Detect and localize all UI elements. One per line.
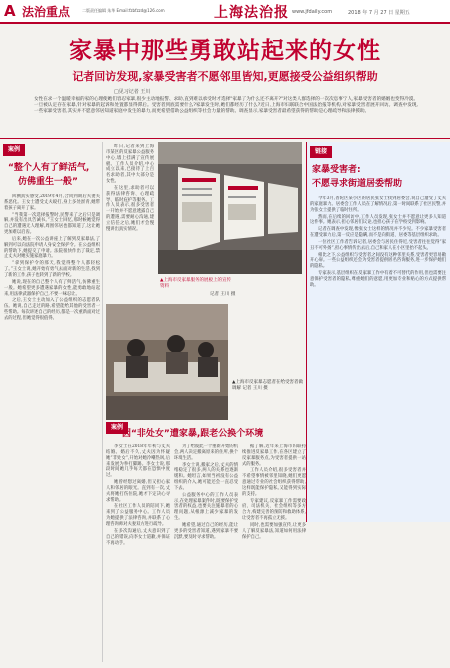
paragraph: 然而,在后续的回访中,工作人员发现,张女士并不愿意让更多人知道这件事。她表示,担心邻居们议论,也担心孩子在学校受到影响。	[310, 214, 446, 226]
bottom-column-1	[106, 444, 170, 664]
paragraph: 回溯真实感受,2019年4月,合同到期后夫妻关系恶化。王女士遭受丈夫殴打,身上多处淤青,她带着孩子离开了家。	[4, 194, 100, 211]
editors-line: 二版责任编辑 朱华 Email:fzbfzzd@126.com	[82, 8, 165, 13]
paragraph: 她说,现在的自己整个人有了鲜活气,仿佛重生一般。她希望更多遭遇家暴的女性,能勇敢地站起来,用法律武器保护自己,不要一味忍让。	[4, 279, 100, 297]
issue-date: 2018 年 7 月 27 日 星期五	[348, 10, 410, 16]
page-header	[0, 0, 450, 24]
mediation-photo-image	[106, 304, 228, 420]
paragraph: 今年3月,普陀区某小区的居民张女士找到居委会,说自己遭受了丈夫的家庭暴力。居委会工作人员在了解情况后,第一时间联系了社区民警,并为张女士提供了临时住所。	[310, 196, 446, 213]
bottom-column-3	[242, 444, 306, 664]
paragraph: 工作人员介绍,很多受害者并不希望事情被邻里知晓,她们更愿意通过专业的社会组织获得帮助,这样既能保护隐私,又能得到实际的支持。	[242, 468, 306, 497]
paragraph: “当我第一次选择报警时,民警来了之后只是调解,并没有出具告诫书。”王女士回忆,那时候她觉得自己的遭遇无人理解,周围邻居也都知道了,这让她更加难以启齿。	[4, 212, 100, 236]
photo1-credit: 记者 王川 摄	[210, 292, 236, 297]
article-subhead: 记者回访发现,家暴受害者不愿邻里皆知,更愿接受公益组织帮助	[72, 70, 378, 83]
paragraph: 李女士在2018年年初与丈夫结婚。婚后不久,丈夫因为怀疑她“非处女”,开始对她冷嘲热讽,后来发展为拳打脚踢。李女士说,那段时间她几乎每天都在恐惧中度过。	[106, 444, 170, 479]
exhibition-photo	[158, 142, 302, 274]
article-headline: 家暴中那些勇敢站起来的女性	[69, 38, 381, 64]
paragraph: 记者在调查中发现,像张女士这样的情况并不少见。不少家暴受害者在遭受暴力后,第一反应是隐瞒,而不是向街道、居委等基层组织求助。	[310, 227, 446, 239]
middle-subtitle: 因“非处女”遭家暴,跟老公换个环境	[122, 429, 264, 439]
photo1-caption: ▲上海市反家暴服务的展板上的宣传资料	[160, 278, 231, 289]
left-subtitle-line1: “整个人有了鲜活气,	[8, 163, 90, 173]
bottom-column-2	[174, 444, 238, 664]
article-byline: □见习记者 王川	[114, 89, 151, 95]
paragraph: 一位社区工作者告诉记者,居委会与居民住得近,受害者往往觉得“家丑不可外扬”,担心事情传出去后,自己和家人在小区里抬不起头。	[310, 239, 446, 251]
photo2-caption: ▲上海市反家暴志愿者在给受害者做调解 记者 王川 摄	[232, 380, 303, 391]
sidebar-title-line1: 家暴受害者:	[312, 165, 361, 175]
paragraph: 昨日,记者来到上海市某区的反家暴公益服务中心,墙上挂满了宣传展板。工作人员介绍,中心成立以来,已接待了上百名求助者,其中大部分是女性。	[106, 144, 154, 185]
paragraph: 李女士说,搬家之后,丈夫的情绪稳定了很多,两人的关系也逐渐缓和。她坦言,如果当初没有公益组织的介入,她可能还会一直忍受下去。	[174, 462, 238, 491]
exhibition-photo-image	[158, 142, 302, 274]
paragraph: 后来,她在一次公益讲座上了解到反家暴法,了解到可以向法院申请人身安全保护令。在公益组织的帮助下,她提交了申请。法院很快作出了裁定,禁止丈夫对她实施家庭暴力。	[4, 236, 100, 260]
website-url: www.jfdaily.com	[292, 9, 333, 15]
section-letter: A	[4, 2, 16, 20]
paragraph: 相比之下,公益组织与受害者之间没有这种邻里关系,受害者更容易敞开心扉。一些公益组织还会为受害者提供匿名咨询服务,进一步保护她们的隐私。	[310, 252, 446, 270]
lead-divider	[0, 138, 450, 139]
article-lead: 女性在求一个温暖幸福的家的心理使她们容忍家暴,很少主动地报警、求助,直到难以承受时才选择"家暴了为什么还不离开?"对这类人群选择的一次次息事宁人,家暴受害者的婚姻也变得冷漠。一旦被认定存在家暴,针对家暴的起诉和处置都显得滞后。受害者到底需要什么?家暴发生时,她们都经历了什么?近日,上海市妇联联合中国法治报等机构,对家暴受害者展开回访。调查中发现,一些家暴受害者,其实并不愿意邻居知道家庭中发生的暴力,而更希望借助公益组织等社会力量的帮助。调查显示,家暴受害者最希望获得的帮助是心理疏导和法律援助。	[34, 97, 418, 115]
case-tag-middle: 案例	[106, 422, 128, 434]
paragraph: 为了给彼此一个重新开始的机会,两人决定搬离原来的住所,换个环境生活。	[174, 444, 238, 461]
middle-intro-body	[106, 144, 154, 276]
paragraph: 在这里,求助者可以获得法律咨询、心理疏导、临时庇护等服务。工作人员表示,很多受害者一开始并不愿意透露自己的遭遇,需要耐心沟通,建立信任之后,她们才会慢慢讲出真实情况。	[106, 185, 154, 232]
left-subtitle-line2: 仿佛重生一般”	[18, 177, 78, 187]
mediation-photo	[106, 304, 228, 420]
sidebar-body	[310, 196, 446, 662]
left-column-body	[4, 194, 100, 664]
paragraph: 专家建议,反家暴工作需要政府、司法机关、社会组织等多方合力,构建完善的预防和救助体系,让受害者不再孤立无援。	[242, 498, 306, 522]
paragraph: 据了解,近年来上海市妇联持续推进反家暴工作,在各区建立了反家暴服务点,为受害者提供一站式的服务。	[242, 444, 306, 467]
paragraph: 同时,也需要加强宣传,让更多人了解反家暴法,知道如何用法律保护自己。	[242, 522, 306, 540]
column-divider	[102, 142, 103, 662]
sidebar-tag: 链接	[310, 146, 332, 158]
case-tag-left: 案例	[3, 144, 25, 156]
paragraph: 之后,王女士主动加入了公益组织的志愿者队伍。她说,自己走过的路,希望能给其他的受害者一些帮助。每次讲述自己的经历,都是一次重新面对过去的过程,但她觉得很值得。	[4, 298, 100, 321]
paragraph: 专家表示,基层组织在反家暴工作中有着不可替代的作用,但也需要注意保护受害者的隐私,尊重她们的意愿,用更加专业和贴心的方式提供帮助。	[310, 271, 446, 288]
paragraph: 她希望,通过自己的经历,能让更多的受害者知道,遇到家暴不要沉默,要及时寻求帮助。	[174, 522, 238, 540]
section-name: 法治重点	[22, 5, 71, 19]
paragraph: 公益服务中心的工作人员表示,在处理家暴案件时,既要保护受害者的权益,也要关注施暴者的心理问题,从根源上减少家暴的发生。	[174, 492, 238, 522]
paragraph: 在多次沟通后,丈夫意识到了自己的错误,向李女士道歉,并保证不再动手。	[106, 528, 170, 546]
paragraph: 她曾经想过离婚,但又担心家人和邻居的眼光。直到有一次,丈夫将她打伤住院,她才下定决心寻求帮助。	[106, 480, 170, 503]
newspaper-logo: 上海法治报	[214, 5, 289, 21]
paragraph: 在社区工作人员的陪同下,她来到了公益服务中心。工作人员为她提供了法律咨询,并联系了心理咨询师对夫妻双方进行疏导。	[106, 504, 170, 527]
sidebar-title-line2: 不愿寻求街道居委帮助	[312, 179, 403, 189]
paragraph: “拿到保护令的那天,我觉得整个人都轻松了。”王女士说,她开始有勇气去面对新的生活,找到了新的工作,孩子也转到了新的学校。	[4, 261, 100, 278]
